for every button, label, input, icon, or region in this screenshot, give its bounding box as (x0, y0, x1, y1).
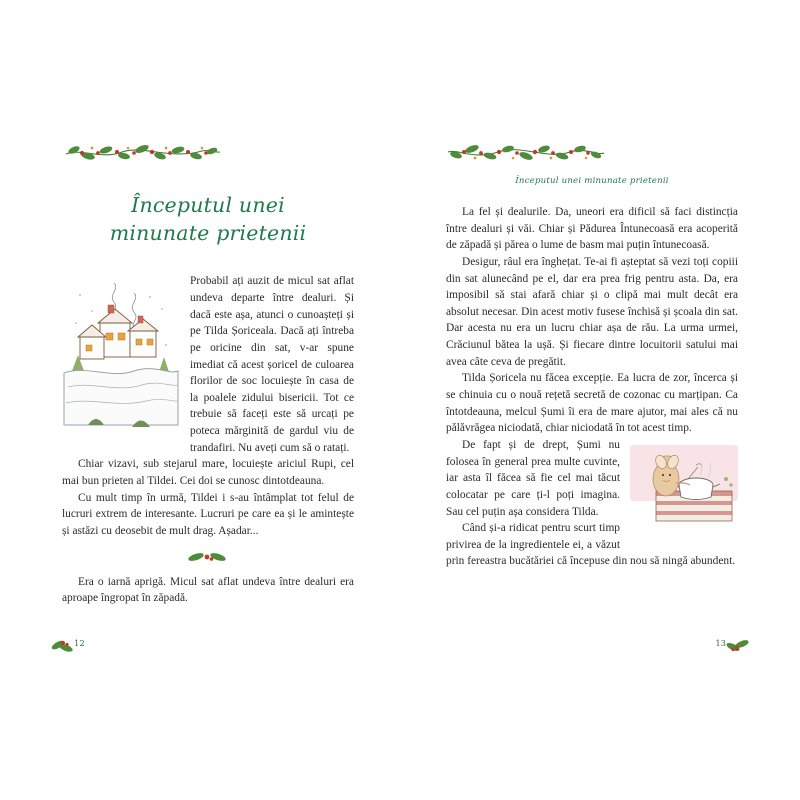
chapter-title (62, 192, 354, 247)
running-head: Începutul unei minunate prietenii (515, 176, 669, 186)
paragraph: Desigur, râul era înghețat. Te-ai fi așteptat să vezi toți copiii din sat alunecând pe el, dar era prea frig pentru asta. Da, era imposibil să stai afară chiar și o clipă mai mult decât era absolut necesar. Din acest motiv fusese închisă și școala din sat. Dar acesta nu era un lucru chiar așa de rău. La urma urmei, Crăciunul bătea la ușă. Și fiecare dintre locuitorii satului mai avea câte ceva de pregătit. (446, 255, 738, 368)
snowy-village-illustration (62, 275, 180, 451)
paragraph: Era o iarnă aprigă. Micul sat aflat undeva între dealuri era aproape îngropat în zăpadă. (62, 575, 354, 605)
paragraph: Când și-a ridicat pentru scurt timp privirea de la ingredientele ei, a văzut prin fereastra bucătăriei că începuse din nou să ningă abundent. (446, 522, 736, 568)
holly-garland-ornament-right (446, 140, 738, 166)
corner-holly-icon-right (724, 635, 750, 660)
paragraph: Tilda Șoricela nu făcea excepție. Ea lucra de zor, încerca și se chinuia cu o nouă rețetă secretă de cozonac cu marțipan. Ca întotdeauna, melcul Șumi îi era de mare ajutor, mai ales că nu pălăvrăgea niciodată, chiar niciodată în tot acest timp. (446, 372, 738, 435)
chapter-title-line-1: Începutul unei (131, 193, 285, 217)
chapter-title-line-2: minunate prietenii (109, 220, 307, 245)
page-number-left: 12 (74, 638, 85, 648)
page-number-right: 13 (715, 638, 726, 648)
paragraph: La fel și dealurile. Da, uneori era dificil să faci distincția între dealuri și văi. Chiar și Pădurea Întunecoasă era acoperită de zăpadă și părea o lume de basm mai puțin întunecoasă. (446, 206, 738, 252)
mouse-cooking-illustration (630, 439, 738, 535)
paragraph: De fapt și de drept, Șumi nu folosea în general prea multe cuvinte, iar asta îl făcea să fie cel mai tăcut colocatar pe care ți-l poți imagina. Sau cel puțin așa considera Tilda. (446, 438, 620, 518)
right-page (400, 0, 800, 800)
corner-holly-icon-left (50, 635, 76, 660)
paragraph: Chiar vizavi, sub stejarul mare, locuiește ariciul Rupi, cel mai bun prieten al Tildei. Cei doi se cunosc dintotdeauna. (62, 458, 354, 488)
paragraph: Probabil ați auzit de micul sat aflat undeva departe între dealuri. Și dacă este așa, atunci o cunoașteți și pe Tilda Șoriceala. Dacă ați întreba pe oricine din sat, v-ar spune imediat că acest șoricel de culoarea florilor de soc locuiește în casa de la poalele zidului bisericii. Tot ce trebuie să faceți este să urcați pe poteca mărginită de gardul viu de trandafiri. Nu aveți cum să o ratați. (190, 275, 354, 454)
holly-garland-ornament-left (62, 140, 354, 166)
holly-sprig-divider (62, 550, 354, 564)
paragraph: Cu mult timp în urmă, Tildei i s-au întâmplat tot felul de lucruri extrem de interesante. Lucruri pe care ea și le amintește și astăzi cu deosebit de mult drag. Așadar... (62, 491, 354, 537)
